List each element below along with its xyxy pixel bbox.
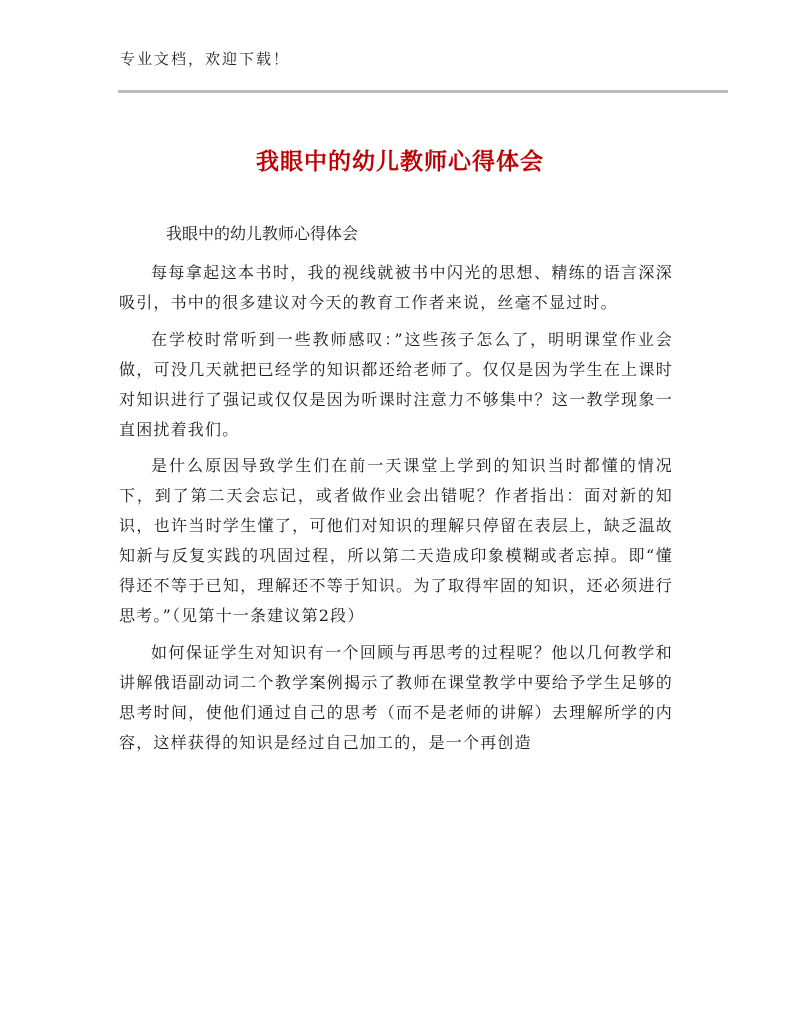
header-divider: [118, 90, 728, 93]
paragraph: 在学校时常听到一些教师感叹：”这些孩子怎么了，明明课堂作业会做，可没几天就把已经学的知识都还给老师了。仅仅是因为学生在上课时对知识进行了强记或仅仅是因为听课时注意力不够集中？这一教学现象一直困扰着我们。: [119, 329, 673, 439]
paragraph: 是什么原因导致学生们在前一天课堂上学到的知识当时都懂的情况下，到了第二天会忘记，或者做作业会出错呢？作者指出：面对新的知识，也许当时学生懂了，可他们对知识的理解只停留在表层上，缺乏温故知新与反复实践的巩固过程，所以第二天造成印象模糊或者忘掉。即“懂得还不等于已知，理解还不等于知识。为了取得牢固的知识，还必须进行思考。”（见第十一条建议第2段）: [119, 456, 673, 625]
document-subtitle: 我眼中的幼儿教师心得体会: [166, 224, 359, 243]
page-header-text: 专业文档，欢迎下载！: [120, 50, 291, 68]
document-title: 我眼中的幼儿教师心得体会: [256, 149, 544, 175]
paragraph: 每每拿起这本书时，我的视线就被书中闪光的思想、精练的语言深深吸引，书中的很多建议对今天的教育工作者来说，丝毫不显过时。: [119, 263, 673, 312]
document-body: [119, 258, 673, 764]
paragraph: 如何保证学生对知识有一个回顾与再思考的过程呢？他以几何教学和讲解俄语副动词二个教学案例揭示了教师在课堂教学中要给予学生足够的思考时间，使他们通过自己的思考（而不是老师的讲解）去理解所学的内容，这样获得的知识是经过自己加工的，是一个再创造: [119, 642, 673, 752]
